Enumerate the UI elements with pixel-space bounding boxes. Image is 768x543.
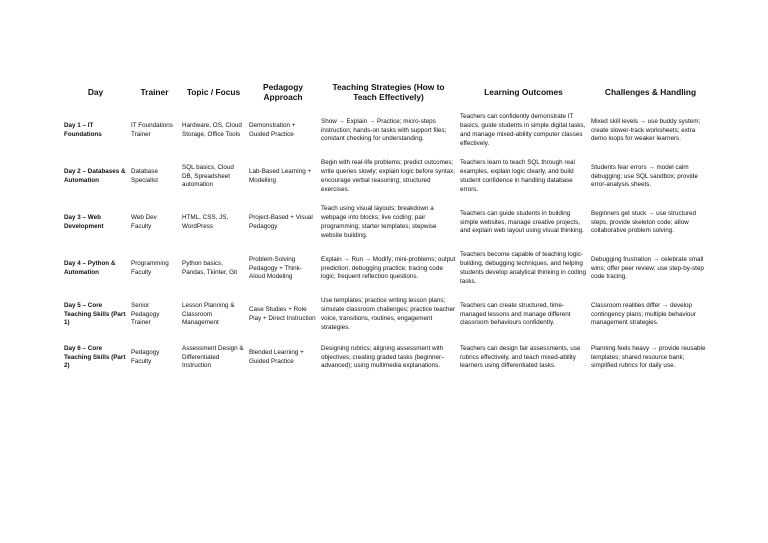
trainer-cell: Pedagogy Faculty bbox=[131, 349, 160, 365]
column-header-day: Day bbox=[87, 86, 104, 97]
outcomes-cell: Teachers become capable of teaching logic-building, debugging techniques, and helping students develop analytical thinking in coding tasks. bbox=[460, 251, 587, 285]
challenges-cell: Students fear errors → model calm debugging; use SQL sandbox; provide error-analysis sheets. bbox=[591, 163, 698, 189]
strategies-cell: Begin with real-life problems; predict outcomes; write queries slowly; explain logic before syntax; encourage verbal reasoning; structured exercises. bbox=[321, 159, 456, 193]
table-row bbox=[62, 338, 712, 378]
trainer-cell: Web Dev Faculty bbox=[131, 214, 157, 230]
strategies-cell: Show → Explain → Practice; micro-steps instruction; hands-on tasks with support files; constant checking for understanding. bbox=[321, 117, 447, 143]
column-header-pedagogy: Pedagogy Approach bbox=[262, 81, 304, 102]
table-row bbox=[62, 200, 712, 246]
column-header-strategies: Teaching Strategies (How to Teach Effectively) bbox=[332, 81, 445, 102]
day-cell: Day 3 – Web Development bbox=[64, 214, 104, 230]
outcomes-cell: Teachers can guide students in building simple websites, manage creative projects, and explain web layout using visual thinking. bbox=[460, 209, 584, 235]
challenges-cell: Classroom realities differ → develop contingency plans; multiple behaviour management strategies. bbox=[591, 301, 697, 327]
column-header-challenges: Challenges & Handling bbox=[604, 86, 697, 97]
day-cell: Day 2 – Databases & Automation bbox=[64, 168, 126, 184]
table-header-row bbox=[62, 76, 712, 108]
pedagogy-cell: Case Studies + Role Play + Direct Instruction bbox=[249, 306, 316, 322]
day-cell: Day 1 – IT Foundations bbox=[64, 122, 102, 138]
table-row bbox=[62, 292, 712, 338]
topic-cell: HTML, CSS, JS, WordPress bbox=[182, 214, 229, 230]
topic-cell: Python basics, Pandas, Tkinter, Git bbox=[182, 260, 238, 276]
trainer-cell: Senior Pedagogy Trainer bbox=[131, 301, 160, 327]
challenges-cell: Debugging frustration → celebrate small wins; offer peer review; use step-by-step code tracing. bbox=[591, 255, 704, 281]
table-row bbox=[62, 154, 712, 200]
pedagogy-cell: Lab-Based Learning + Modelling bbox=[249, 168, 312, 184]
pedagogy-cell: Blended Learning + Guided Practice bbox=[249, 349, 304, 365]
column-header-trainer: Trainer bbox=[140, 86, 169, 97]
trainer-cell: IT Foundations Trainer bbox=[131, 122, 173, 138]
challenges-cell: Planning feels heavy → provide reusable templates; shared resource bank; simplified rubrics for daily use. bbox=[591, 344, 706, 370]
table-row bbox=[62, 108, 712, 154]
trainer-cell: Database Specialist bbox=[131, 168, 158, 184]
outcomes-cell: Teachers learn to teach SQL through real examples, explain logic clearly, and build student confidence in handling database errors. bbox=[460, 159, 575, 193]
topic-cell: SQL basics, Cloud DB, Spreadsheet automation bbox=[182, 163, 234, 189]
challenges-cell: Beginners get stuck → use structured steps, provide skeleton code; allow collaborative problem solving. bbox=[591, 209, 696, 235]
day-cell: Day 5 – Core Teaching Skills (Part 1) bbox=[64, 301, 126, 327]
day-cell: Day 4 – Python & Automation bbox=[64, 260, 116, 276]
strategies-cell: Use templates; practice writing lesson plans; simulate classroom challenges; practice teacher voice, transitions, routines, engagement strategies. bbox=[321, 297, 456, 331]
table-row bbox=[62, 246, 712, 292]
strategies-cell: Teach using visual layouts; breakdown a webpage into blocks; live coding; pair programming; starter templates; stepwise website building. bbox=[321, 205, 437, 239]
pedagogy-cell: Demonstration + Guided Practice bbox=[249, 122, 296, 138]
topic-cell: Assessment Design & Differentiated Instruction bbox=[182, 344, 244, 370]
outcomes-cell: Teachers can confidently demonstrate IT basics, guide students in simple digital tasks, and manage mixed-ability computer classes effectively. bbox=[460, 113, 586, 147]
challenges-cell: Mixed skill levels → use buddy system; create slower-track worksheets; extra demo loops for weaker learners. bbox=[591, 117, 701, 143]
topic-cell: Lesson Planning & Classroom Management bbox=[182, 301, 235, 327]
strategies-cell: Explain → Run → Modify; mini-problems; output prediction; debugging practice; tracing code logic; frequent reflection questions. bbox=[321, 255, 456, 281]
strategies-cell: Designing rubrics; aligning assessment with objectives; creating graded tasks (beginner–advanced); using multimedia explanations. bbox=[321, 344, 445, 370]
pedagogy-cell: Project-Based + Visual Pedagogy bbox=[249, 214, 313, 230]
topic-cell: Hardware, OS, Cloud Storage, Office Tools bbox=[182, 122, 242, 138]
column-header-topic: Topic / Focus bbox=[186, 86, 241, 97]
outcomes-cell: Teachers can create structured, time-managed lessons and manage different classroom behaviours confidently. bbox=[460, 301, 571, 327]
trainer-cell: Programming Faculty bbox=[131, 260, 169, 276]
training-plan-table bbox=[62, 76, 712, 378]
column-header-outcomes: Learning Outcomes bbox=[484, 86, 563, 97]
outcomes-cell: Teachers can design fair assessments, use rubrics effectively, and teach mixed-ability learners using differentiated tasks. bbox=[460, 344, 581, 370]
day-cell: Day 6 – Core Teaching Skills (Part 2) bbox=[64, 344, 126, 370]
pedagogy-cell: Problem-Solving Pedagogy + Think-Aloud Modeling bbox=[249, 255, 302, 281]
